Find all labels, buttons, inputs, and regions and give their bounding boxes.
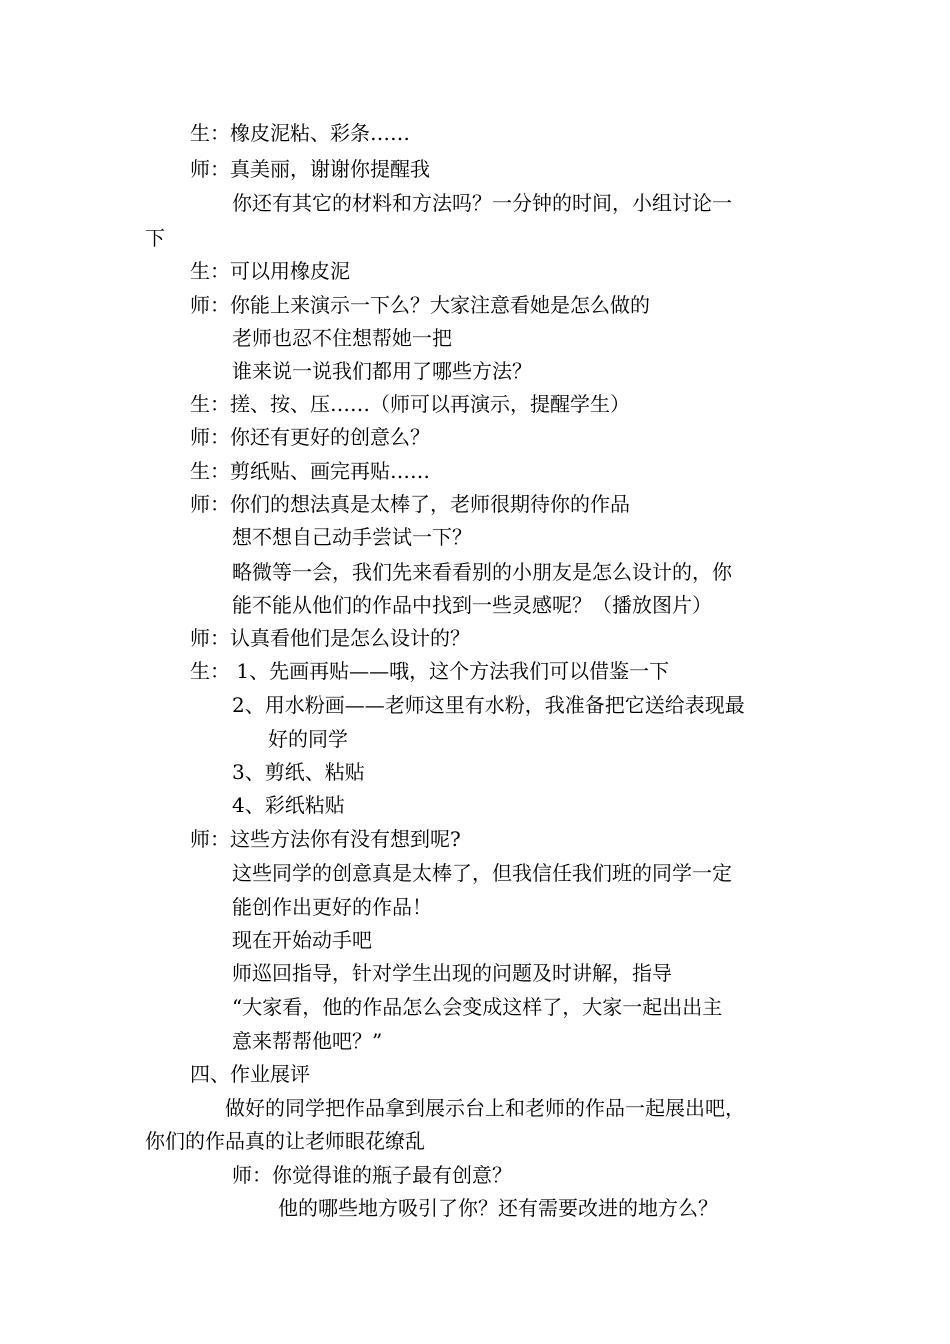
dialog-line: 老师也忍不住想帮她一把	[232, 326, 452, 350]
dialog-line: 师：认真看他们是怎么设计的？	[190, 626, 470, 650]
dialog-line: 生：搓、按、压……（师可以再演示，提醒学生）	[190, 392, 630, 416]
dialog-line: 这些同学的创意真是太棒了，但我信任我们班的同学一定	[232, 861, 732, 885]
dialog-line: “大家看，他的作品怎么会变成这样了，大家一起出出主	[232, 995, 723, 1019]
dialog-line: 生：橡皮泥粘、彩条……	[190, 121, 410, 145]
dialog-line: 师：你们的想法真是太棒了，老师很期待你的作品	[190, 492, 630, 516]
dialog-line: 谁来说一说我们都用了哪些方法？	[232, 359, 532, 383]
dialog-line: 师：你能上来演示一下么？大家注意看她是怎么做的	[190, 293, 650, 317]
dialog-line: 2、用水粉画——老师这里有水粉，我准备把它送给表现最	[232, 693, 745, 717]
dialog-line: 生：可以用橡皮泥	[190, 259, 350, 283]
dialog-line: 你还有其它的材料和方法吗？一分钟的时间，小组讨论一	[232, 191, 732, 215]
dialog-line: 师巡回指导，针对学生出现的问题及时讲解，指导	[232, 961, 672, 985]
dialog-line: 意来帮帮他吧？”	[232, 1029, 383, 1053]
dialog-line: 想不想自己动手尝试一下？	[232, 525, 472, 549]
dialog-line: 能不能从他们的作品中找到一些灵感呢？（播放图片）	[232, 593, 712, 617]
dialog-line: 能创作出更好的作品！	[232, 895, 432, 919]
dialog-line: 好的同学	[268, 727, 348, 751]
dialog-line: 略微等一会，我们先来看看别的小朋友是怎么设计的，你	[232, 560, 732, 584]
dialog-line: 现在开始动手吧	[232, 928, 372, 952]
dialog-line: 你们的作品真的让老师眼花缭乱	[145, 1129, 425, 1153]
section-heading: 四、作业展评	[190, 1062, 310, 1086]
dialog-line: 师：这些方法你有没有想到呢?	[190, 827, 461, 851]
dialog-line: 3、剪纸、粘贴	[232, 760, 365, 784]
dialog-line: 他的哪些地方吸引了你？还有需要改进的地方么？	[278, 1196, 718, 1220]
dialog-line: 生：剪纸贴、画完再贴……	[190, 459, 430, 483]
dialog-line: 师：真美丽，谢谢你提醒我	[190, 157, 430, 181]
dialog-line: 师：你觉得谁的瓶子最有创意？	[232, 1163, 512, 1187]
dialog-line: 做好的同学把作品拿到展示台上和老师的作品一起展出吧，	[225, 1096, 745, 1120]
dialog-line: 师：你还有更好的创意么？	[190, 425, 430, 449]
dialog-line: 下	[145, 226, 165, 250]
dialog-line: 生： 1、先画再贴——哦，这个方法我们可以借鉴一下	[190, 659, 670, 683]
dialog-line: 4、彩纸粘贴	[232, 793, 345, 817]
